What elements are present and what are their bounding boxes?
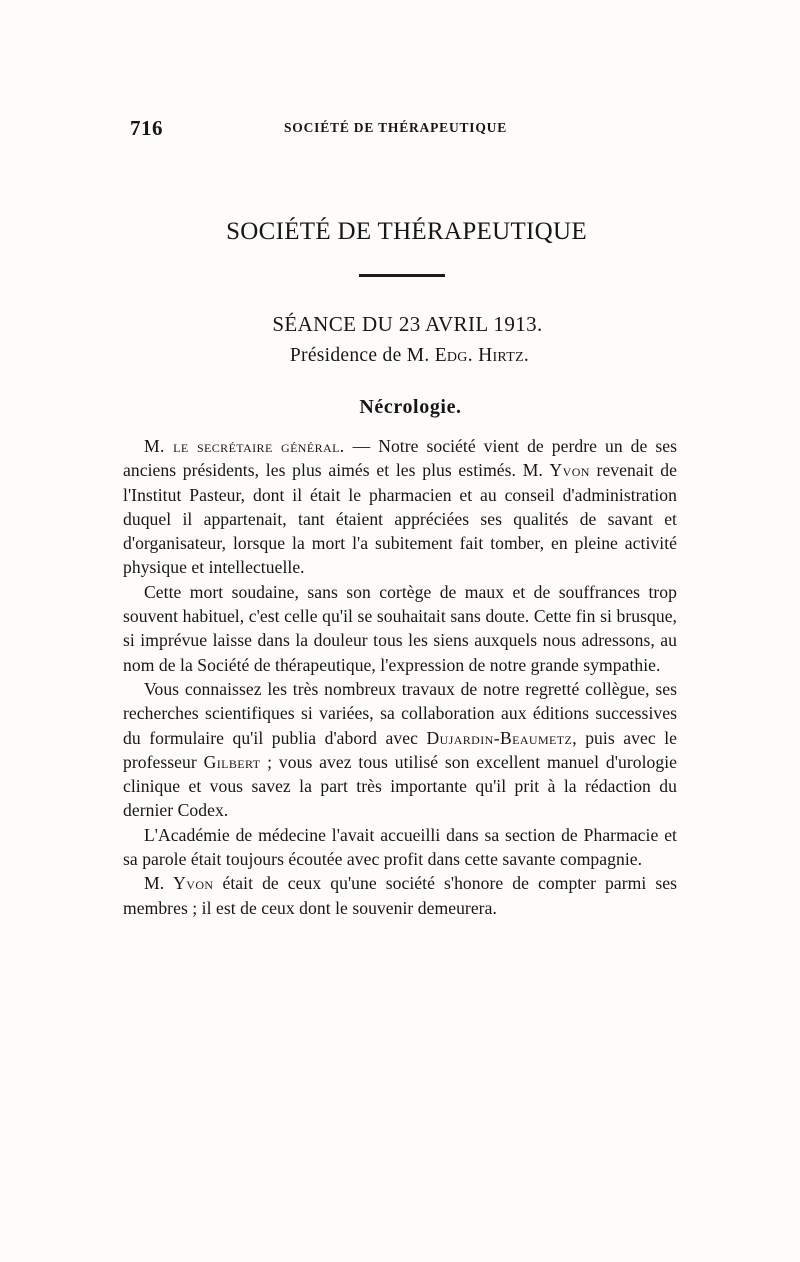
- presidence-line: [130, 345, 675, 367]
- session-date: SÉANCE DU 23 AVRIL 1913.: [272, 312, 543, 336]
- person-name: Dujardin-Beaumetz: [426, 727, 573, 748]
- presidence-suffix: .: [523, 345, 530, 366]
- presidence-prefix: Présidence de M.: [289, 345, 435, 366]
- running-head: [130, 116, 675, 140]
- section-heading: Nécrologie.: [359, 396, 462, 418]
- paragraph-5-text: était de ceux qu'une société s'honore de compter parmi ses membres ; il est de ceux dont le souvenir demeurera.: [123, 873, 677, 918]
- person-name: Gilbert: [203, 751, 261, 772]
- article-body: [123, 434, 677, 920]
- paragraph-2: Cette mort soudaine, sans son cortège de maux et de souffrances trop souvent habituel, c'est celle qu'il se souhaitait sans doute. Cette fin si brusque, si imprévue laisse dans la douleur tous les siens auxquels nous adressons, au nom de la Société de thérapeutique, l'expression de notre grande sympathie.: [123, 581, 677, 675]
- president-name: Edg. Hirtz: [434, 345, 524, 366]
- person-name: Yvon: [549, 460, 590, 481]
- paragraph-3-text-2: , puis avec le professeur: [123, 727, 678, 772]
- paragraph-3-text: Vous connaissez les très nombreux travaux de notre regretté collègue, ses recherches scientifiques si variées, sa collaboration aux éditions successives du formulaire qu'il publia d'abord avec: [123, 678, 677, 748]
- paragraph-1-text-2: revenait de l'Institut Pasteur, dont il était le pharmacien et au conseil d'administration duquel il appartenait, tant étaient appréciées ses qualités de savant et d'organisateur, lorsque la mort l'a subitement fait tomber, en pleine activité physique et intellectuelle.: [123, 460, 677, 578]
- paragraph-4: L'Académie de médecine l'avait accueilli dans sa section de Pharmacie et sa parole était toujours écoutée avec profit dans cette savante compagnie.: [123, 824, 677, 870]
- person-name: Yvon: [173, 873, 214, 894]
- paragraph-3-text-3: ; vous avez tous utilisé son excellent manuel d'urologie clinique et vous savez la part très importante qu'il prit à la rédaction du dernier Codex.: [123, 751, 678, 821]
- page-number: 716: [130, 116, 163, 140]
- running-title: SOCIÉTÉ DE THÉRAPEUTIQUE: [284, 120, 508, 135]
- paragraph-1-text: — Notre société vient de perdre un de ses anciens présidents, les plus aimés et les plus estimés. M.: [123, 436, 677, 481]
- paragraph-1: [123, 434, 677, 580]
- title-divider: [359, 274, 445, 277]
- article-title: SOCIÉTÉ DE THÉRAPEUTIQUE: [226, 218, 587, 245]
- paragraph-3: [123, 677, 677, 823]
- paragraph-5: [123, 871, 677, 920]
- speaker-label: M. le secrétaire général.: [144, 436, 345, 456]
- paragraph-5-prefix: M.: [144, 873, 174, 894]
